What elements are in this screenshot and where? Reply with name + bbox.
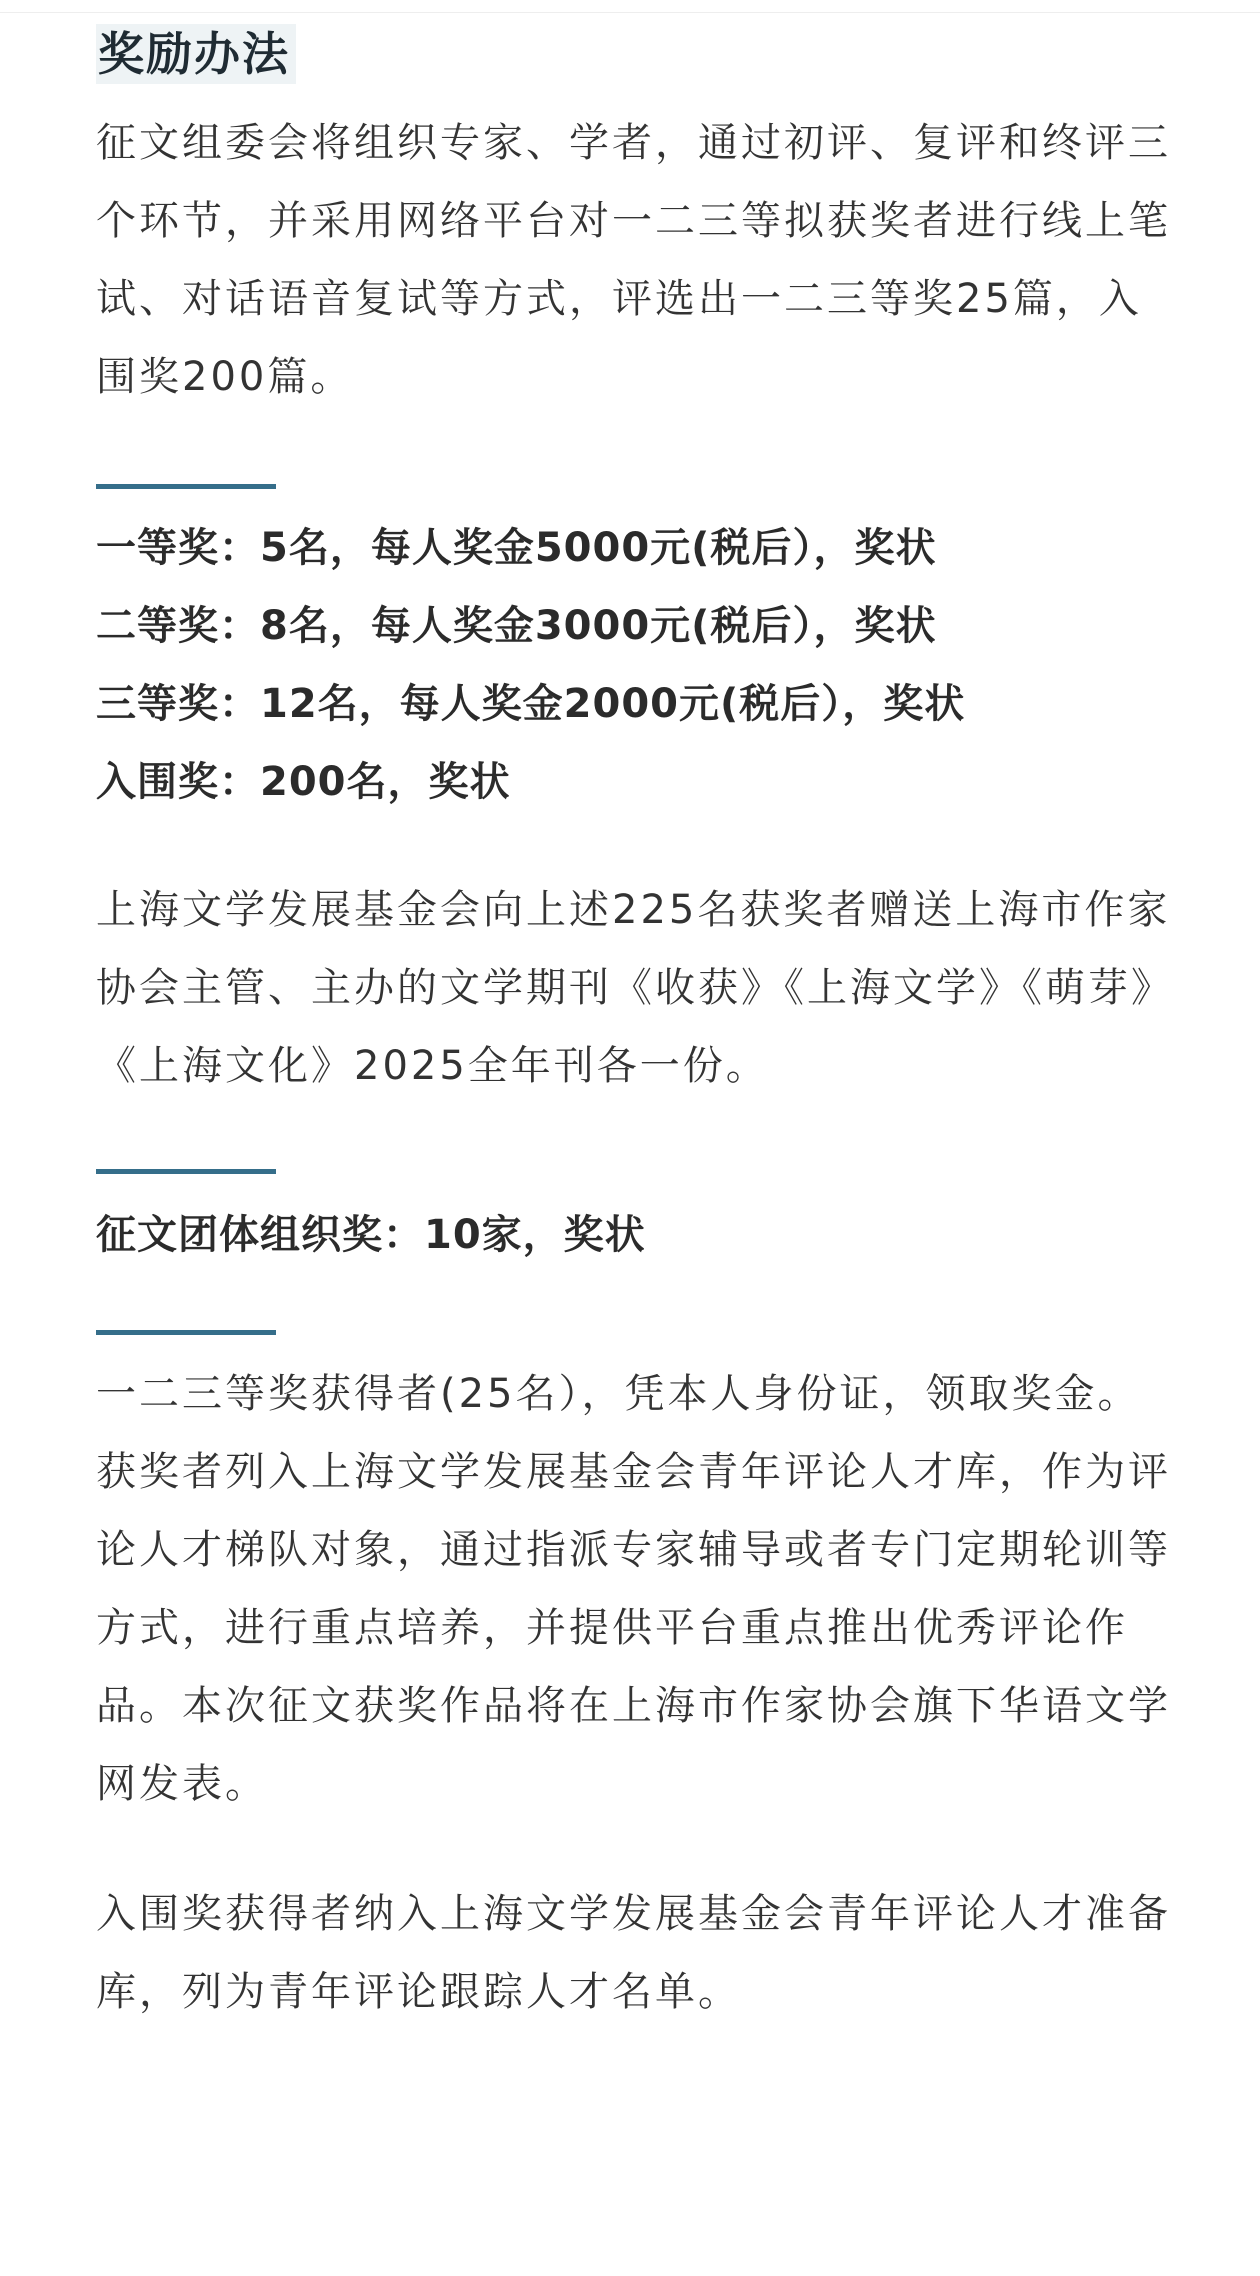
award-first-prize: 一等奖：5名，每人奖金5000元(税后），奖状 (96, 525, 937, 571)
winners-paragraph: 一二三等奖获得者(25名），凭本人身份证，领取奖金。获奖者列入上海文学发展基金会青年评论人才库，作为评论人才梯队对象，通过指派专家辅导或者专门定期轮训等方式，进行重点培养，并提供平台重点推出优秀评论作品。本次征文获奖作品将在上海市作家协会旗下华语文学网发表。 (96, 1371, 1171, 1807)
award-third-prize: 三等奖：12名，每人奖金2000元(税后），奖状 (96, 681, 966, 727)
intro-paragraph: 征文组委会将组织专家、学者，通过初评、复评和终评三个环节，并采用网络平台对一二三等拟获奖者进行线上笔试、对话语音复试等方式，评选出一二三等奖25篇，入围奖200篇。 (96, 120, 1171, 400)
award-list (96, 509, 1176, 821)
gift-paragraph: 上海文学发展基金会向上述225名获奖者赠送上海市作家协会主管、主办的文学期刊《收获》《上海文学》《萌芽》《上海文化》2025全年刊各一份。 (96, 887, 1174, 1089)
top-border (0, 12, 1260, 13)
section-divider (96, 1330, 276, 1335)
article-body (96, 24, 1176, 2031)
award-finalist: 入围奖：200名，奖状 (96, 759, 511, 805)
section-heading: 奖励办法 (96, 24, 296, 84)
section-divider (96, 484, 276, 489)
group-award-line: 征文团体组织奖：10家，奖状 (96, 1212, 646, 1258)
section-divider (96, 1169, 276, 1174)
finalists-paragraph: 入围奖获得者纳入上海文学发展基金会青年评论人才准备库，列为青年评论跟踪人才名单。 (96, 1891, 1171, 2015)
award-second-prize: 二等奖：8名，每人奖金3000元(税后），奖状 (96, 603, 937, 649)
